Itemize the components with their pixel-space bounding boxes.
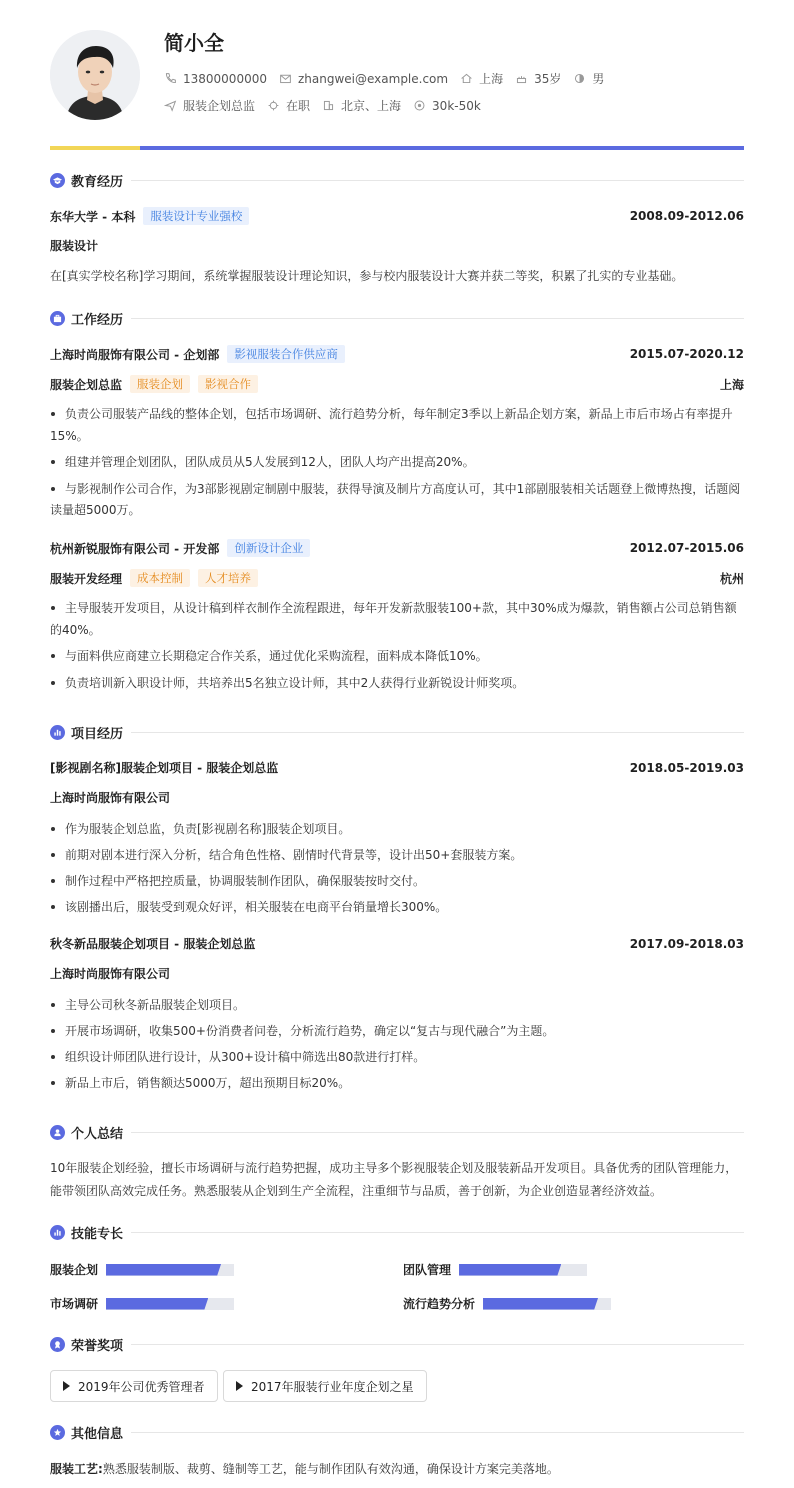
city-item — [460, 70, 503, 87]
project-bullet: 该剧播出后，服装受到观众好评，相关服装在电商平台销量增长300%。 — [50, 896, 744, 918]
job-intent-row — [164, 97, 493, 114]
job-location: 杭州 — [719, 571, 744, 586]
education-header — [50, 207, 744, 225]
project-header — [50, 935, 744, 952]
phone-icon — [164, 72, 177, 85]
section-work — [50, 309, 744, 328]
other-info — [50, 1458, 744, 1480]
job-bullet: 与面料供应商建立长期稳定合作关系，通过优化采购流程，面料成本降低10%。 — [50, 645, 744, 667]
bar-chart-icon — [50, 1225, 65, 1240]
skill-name: 流行趋势分析 — [403, 1297, 476, 1311]
section-summary — [50, 1123, 744, 1142]
project-title: [影视剧名称]服装企划项目 - 服装企划总监 — [50, 761, 279, 775]
skill-name: 市场调研 — [50, 1297, 99, 1311]
target-city-item — [322, 97, 401, 114]
honor-label: 2019年公司优秀管理者 — [78, 1379, 205, 1394]
skill-level-fill — [106, 1264, 221, 1276]
project-bullet: 作为服装企划总监，负责[影视剧名称]服装企划项目。 — [50, 818, 744, 840]
project-bullet: 制作过程中严格把控质量，协调服装制作团队，确保服装按时交付。 — [50, 870, 744, 892]
school-tag: 服装设计专业强校 — [143, 207, 249, 225]
company-tag: 创新设计企业 — [227, 539, 310, 557]
target-cities: 北京、上海 — [341, 99, 402, 113]
skill-item — [403, 1261, 587, 1278]
job-period: 2015.07-2020.12 — [629, 347, 744, 361]
avatar-photo — [50, 30, 140, 120]
skill-bar — [459, 1264, 587, 1276]
building-icon — [322, 99, 335, 112]
project-bullet: 组织设计师团队进行设计，从300+设计稿中筛选出80款进行打样。 — [50, 1046, 744, 1068]
major: 服装设计 — [50, 239, 99, 253]
project-title: 秋冬新品服装企划项目 - 服装企划总监 — [50, 937, 256, 951]
job-role-row — [50, 375, 744, 393]
other-label: 服装工艺: — [50, 1462, 103, 1476]
skill-item — [50, 1261, 234, 1278]
honor-label: 2017年服装行业年度企划之星 — [251, 1379, 414, 1394]
play-icon — [63, 1381, 70, 1391]
job-bullet-cont: 15%。 — [50, 429, 89, 443]
email-address: zhangwei@example.com — [297, 71, 449, 86]
job-header — [50, 345, 744, 363]
education-description: 在[真实学校名称]学习期间，系统掌握服装设计理论知识，参与校内服装设计大赛并获二等奖，积累了扎实的专业基础。 — [50, 269, 684, 283]
role-tag: 服装企划 — [130, 375, 190, 393]
expected-salary: 30k-50k — [432, 98, 481, 113]
section-title: 技能专长 — [71, 1227, 124, 1242]
skill-bar — [483, 1298, 611, 1310]
project-bullet: 新品上市后，销售额达5000万，超出预期目标20%。 — [50, 1072, 744, 1094]
role-tag: 人才培养 — [198, 569, 258, 587]
skill-item — [50, 1295, 234, 1312]
company-tag: 影视服装合作供应商 — [227, 345, 345, 363]
phone-item — [164, 72, 267, 86]
job-role: 服装开发经理 — [50, 571, 123, 586]
gender-icon — [573, 72, 586, 85]
education-major-row — [50, 237, 744, 254]
job-bullet: 负责公司服装产品线的整体企划，包括市场调研、流行趋势分析，每年制定3季以上新品企划方案，新品上市后市场占有率提升 — [50, 403, 744, 425]
salary-item — [413, 99, 481, 113]
section-title: 其他信息 — [71, 1427, 124, 1442]
education-period: 2008.09-2012.06 — [629, 209, 744, 223]
user-icon — [50, 1125, 65, 1140]
star-icon — [50, 1425, 65, 1440]
project-bullet: 前期对剧本进行深入分析，结合角色性格、剧情时代背景等，设计出50+套服装方案。 — [50, 844, 744, 866]
section-title: 个人总结 — [71, 1127, 124, 1142]
section-skills — [50, 1223, 744, 1242]
project-bullet: 主导公司秋冬新品服装企划项目。 — [50, 994, 744, 1016]
job-status: 在职 — [286, 99, 311, 113]
graduation-cap-icon — [50, 173, 65, 188]
age: 35岁 — [534, 72, 562, 86]
skill-name: 服装企划 — [50, 1263, 99, 1277]
job-header — [50, 539, 744, 557]
status-item — [267, 97, 310, 114]
honor-badge — [223, 1370, 427, 1402]
job-bullet: 组建并管理企划团队，团队成员从5人发展到12人，团队人均产出提高20%。 — [50, 451, 744, 473]
age-icon — [515, 72, 528, 85]
role-tag: 影视合作 — [198, 375, 258, 393]
section-other — [50, 1423, 744, 1442]
school: 东华大学 - 本科 — [50, 209, 136, 224]
skill-level-fill — [459, 1264, 561, 1276]
project-company: 上海时尚服饰有限公司 — [50, 791, 171, 805]
position-item — [164, 97, 255, 114]
city: 上海 — [479, 72, 504, 86]
skill-item — [403, 1295, 611, 1312]
project-header — [50, 759, 744, 776]
section-title: 工作经历 — [71, 313, 124, 328]
job-location: 上海 — [719, 377, 744, 392]
age-item — [515, 70, 561, 87]
skill-name: 团队管理 — [403, 1263, 452, 1277]
honor-badge — [50, 1370, 218, 1402]
job-bullet: 主导服装开发项目，从设计稿到样衣制作全流程跟进，每年开发新款服装100+款，其中30%成为爆款，销售额占公司总销售额 — [50, 597, 744, 619]
job-role: 服装企划总监 — [50, 377, 123, 392]
contact-row — [164, 70, 616, 87]
resume-header — [50, 0, 744, 150]
skill-bar — [106, 1264, 234, 1276]
project-company: 上海时尚服饰有限公司 — [50, 967, 171, 981]
job-role-row — [50, 569, 744, 587]
section-title: 荣誉奖项 — [71, 1339, 124, 1354]
home-icon — [460, 72, 473, 85]
gender-item — [573, 70, 604, 87]
header-divider — [50, 146, 744, 150]
target-position: 服装企划总监 — [183, 99, 256, 113]
play-icon — [236, 1381, 243, 1391]
section-honors — [50, 1335, 744, 1354]
role-tag: 成本控制 — [130, 569, 190, 587]
project-bullet: 开展市场调研，收集500+份消费者问卷，分析流行趋势，确定以“复古与现代融合”为主题。 — [50, 1020, 744, 1042]
project-company-row — [50, 965, 744, 982]
award-icon — [50, 1337, 65, 1352]
summary-line: 10年服装企划经验，擅长市场调研与流行趋势把握，成功主导多个影视服装企划及服装新品开发项目。具备优秀的团队管理能力， — [50, 1161, 738, 1175]
job-bullet-cont: 读量超5000万。 — [50, 503, 141, 517]
summary-line: 能带领团队高效完成任务。熟悉服装从企划到生产全流程，注重细节与品质，善于创新，为企业创造显著经济效益。 — [50, 1184, 663, 1198]
job-bullet: 负责培训新入职设计师，共培养出5名独立设计师，其中2人获得行业新锐设计师奖项。 — [50, 672, 744, 694]
skill-level-fill — [106, 1298, 208, 1310]
skill-level-fill — [483, 1298, 598, 1310]
skill-bar — [106, 1298, 234, 1310]
project-company-row — [50, 789, 744, 806]
job-bullet: 与影视制作公司合作，为3部影视剧定制剧中服装，获得导演及制片方高度认可，其中1部剧服装相关话题登上微博热搜，话题阅 — [50, 478, 744, 500]
job-period: 2012.07-2015.06 — [629, 541, 744, 555]
email-item — [279, 72, 448, 86]
section-title: 项目经历 — [71, 727, 124, 742]
project-period: 2018.05-2019.03 — [629, 760, 744, 775]
other-text: 熟悉服装制版、裁剪、缝制等工艺，能与制作团队有效沟通，确保设计方案完美落地。 — [102, 1462, 559, 1476]
salary-icon — [413, 99, 426, 112]
send-icon — [164, 99, 177, 112]
project-period: 2017.09-2018.03 — [629, 936, 744, 951]
phone-number: 13800000000 — [183, 71, 267, 86]
briefcase-icon — [50, 311, 65, 326]
company: 上海时尚服饰有限公司 - 企划部 — [50, 347, 220, 362]
gender: 男 — [592, 72, 605, 86]
status-icon — [267, 99, 280, 112]
mail-icon — [279, 72, 292, 85]
candidate-name: 简小全 — [164, 31, 224, 55]
bar-chart-icon — [50, 725, 65, 740]
company: 杭州新锐服饰有限公司 - 开发部 — [50, 541, 220, 556]
avatar — [50, 30, 140, 120]
section-projects — [50, 723, 744, 742]
section-title: 教育经历 — [71, 175, 124, 190]
job-bullet-cont: 的40%。 — [50, 623, 101, 637]
section-education — [50, 171, 744, 190]
